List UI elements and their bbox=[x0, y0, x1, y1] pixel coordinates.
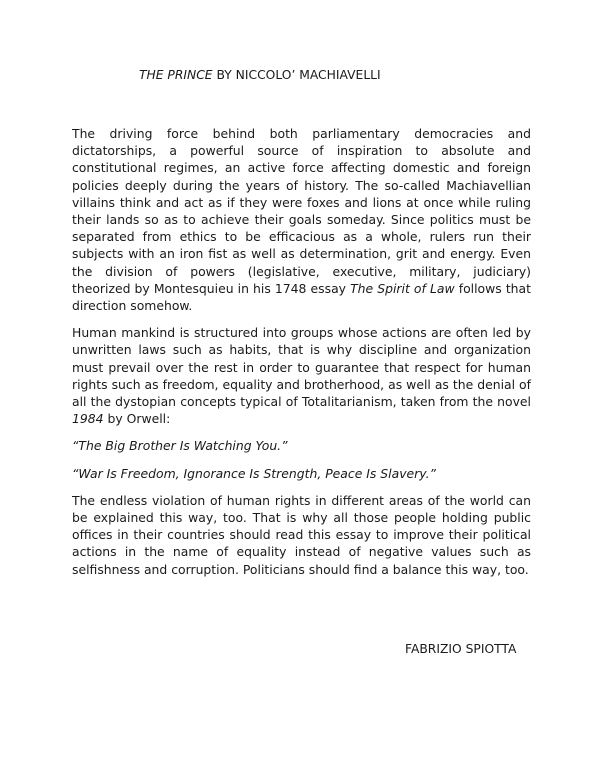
title-book-name: THE PRINCE bbox=[139, 68, 213, 82]
paragraph-2-italic-title: 1984 bbox=[72, 411, 104, 427]
paragraph-2 bbox=[72, 324, 531, 427]
paragraph-1-italic-title: The Spirit of Law bbox=[350, 280, 455, 296]
paragraph-2-text: Human mankind is structured into groups whose actions are often led by unwritten laws such as habits, that is why discipline and organization must prevail over the rest in order to guarantee that respect for human rights such as freedom, equality and brotherhood, as well as the denial of all the dystopian concepts typical of Totalitarianism, taken from the novel bbox=[72, 325, 531, 410]
document-title bbox=[139, 68, 381, 82]
paragraph-1-ending: follows that direction somehow. bbox=[72, 280, 531, 314]
paragraph-3: The endless violation of human rights in different areas of the world can be explained this way, too. That is why all those people holding public offices in their countries should read this essay to improve their political actions in the name of equality instead of negative values such as selfishness and corruption. Politicians should find a balance this way, too. bbox=[72, 492, 531, 577]
quote-2: “War Is Freedom, Ignorance Is Strength, Peace Is Slavery.” bbox=[72, 465, 436, 481]
paragraph-2-ending: by Orwell: bbox=[103, 411, 171, 427]
essay-body bbox=[72, 125, 531, 588]
quote-1: “The Big Brother Is Watching You.” bbox=[72, 438, 288, 454]
paragraph-1-text: The driving force behind both parliamentary democracies and dictatorships, a powerful source of inspiration to absolute and constitutional regimes, an active force affecting domestic and foreign policies deeply during the years of history. The so-called Machiavellian villains think and act as if they were foxes and lions at once while ruling their lands so as to achieve their goals someday. Since politics must be separated from ethics to be efficacious as a whole, rulers run their subjects with an iron fist as well as determination, grit and energy. Even the division of powers (legislative, executive, military, judiciary) theorized by Montesquieu in his 1748 essay bbox=[72, 126, 531, 296]
author-signature: FABRIZIO SPIOTTA bbox=[405, 642, 517, 656]
title-author: BY NICCOLO’ MACHIAVELLI bbox=[212, 68, 381, 82]
paragraph-1 bbox=[72, 125, 531, 314]
